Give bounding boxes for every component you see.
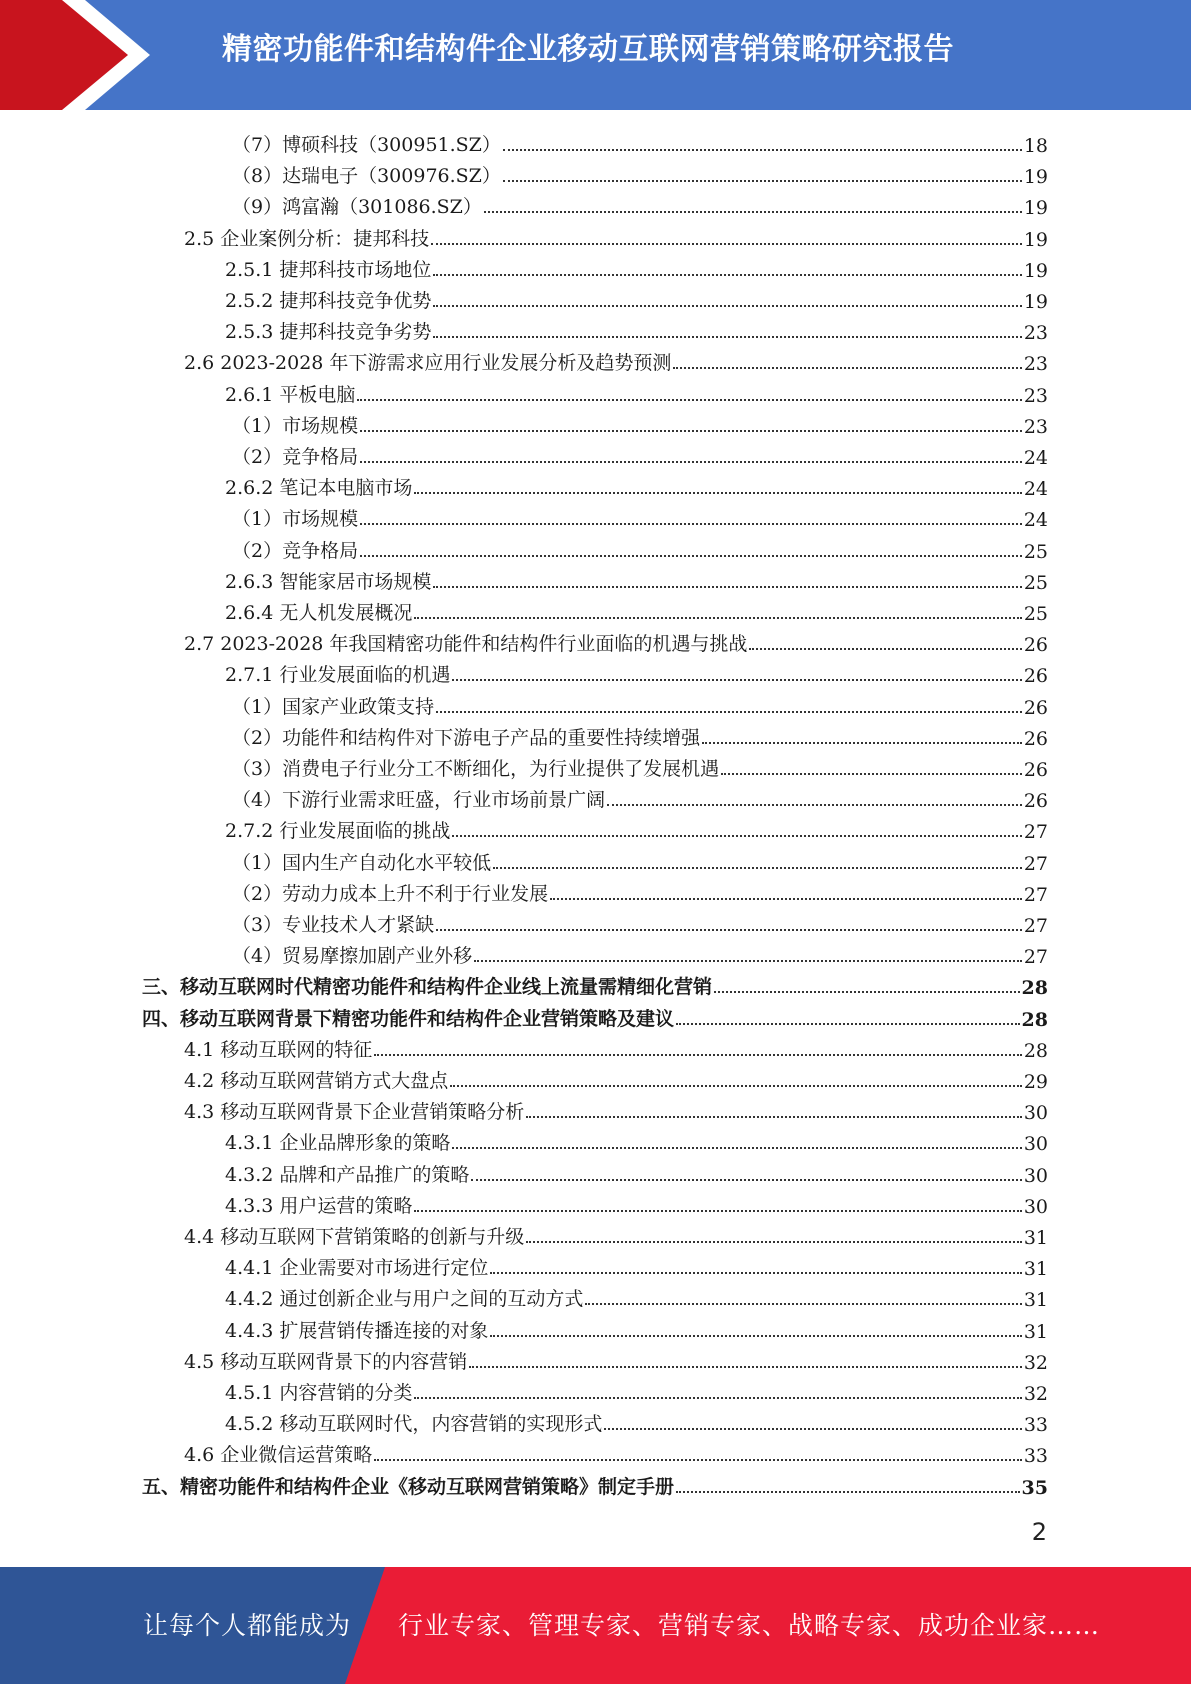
toc-entry-page: 32 [1023,1351,1048,1374]
toc-entry-label: 4.3.2 品牌和产品推广的策略 [225,1163,470,1186]
toc-dot-leader [360,554,1022,557]
toc-dot-leader [714,990,1020,993]
toc-dot-leader [550,897,1022,900]
toc-entry[interactable] [142,1000,1048,1031]
toc-entry-page: 33 [1023,1445,1048,1468]
toc-entry-page: 26 [1023,727,1048,750]
toc-entry-page: 26 [1023,759,1048,781]
toc-entry-page: 28 [1021,1008,1048,1031]
toc-entry-page: 26 [1023,790,1048,813]
toc-entry-label: （1）市场规模 [232,508,359,531]
toc-entry-page: 19 [1023,197,1048,220]
toc-dot-leader [433,304,1021,307]
toc-entry-page: 19 [1023,228,1048,251]
toc-entry-label: 4.4.1 企业需要对市场进行定位 [225,1257,489,1280]
toc-entry-label: 4.4.2 通过创新企业与用户之间的互动方式 [225,1288,584,1311]
toc-dot-leader [503,148,1022,151]
toc-dot-leader [374,1458,1022,1461]
toc-entry[interactable] [142,1468,1048,1499]
toc-entry-page: 23 [1023,353,1048,376]
toc-entry[interactable] [184,1093,1048,1124]
toc-dot-leader [360,522,1022,525]
toc-entry[interactable] [232,937,1048,968]
toc-dot-leader [414,1209,1021,1212]
toc-entry-label: 4.5.2 移动互联网时代，内容营销的实现形式 [225,1413,603,1436]
toc-entry-label: 4.6 企业微信运营策略 [184,1444,373,1467]
toc-entry-page: 25 [1023,603,1048,625]
toc-entry[interactable] [225,812,1048,843]
toc-entry[interactable] [184,220,1048,251]
toc-dot-leader [673,366,1021,369]
toc-dot-leader [433,335,1021,338]
toc-dot-leader [433,585,1021,588]
toc-entry[interactable] [225,563,1048,594]
toc-dot-leader [474,959,1022,962]
toc-dot-leader [469,1365,1022,1368]
toc-dot-leader [526,1240,1022,1243]
toc-entry-page: 27 [1023,821,1048,844]
toc-entry-page: 24 [1023,478,1048,501]
toc-dot-leader [414,616,1021,619]
toc-entry[interactable] [232,532,1048,563]
toc-entry[interactable] [142,968,1048,999]
toc-entry-page: 31 [1023,1258,1048,1281]
toc-entry-page: 24 [1023,447,1048,469]
toc-entry-page: 25 [1023,540,1048,563]
toc-entry[interactable] [232,719,1048,750]
toc-entry-page: 31 [1023,1227,1048,1249]
toc-entry-page: 28 [1023,1039,1048,1062]
toc-entry[interactable] [232,407,1048,438]
toc-entry[interactable] [225,282,1048,313]
toc-entry-label: （4）贸易摩擦加剧产业外移 [232,945,473,968]
toc-entry-page: 30 [1023,1133,1048,1156]
toc-entry-label: （2）竞争格局 [232,446,359,468]
toc-entry-label: 4.4 移动互联网下营销策略的创新与升级 [184,1226,525,1248]
toc-entry-label: （7）博硕科技（300951.SZ） [232,134,501,156]
toc-dot-leader [484,210,1022,213]
toc-entry-page: 33 [1023,1414,1048,1437]
toc-dot-leader [374,1053,1022,1056]
toc-entry[interactable] [232,438,1048,469]
toc-entry-label: 4.2 移动互联网营销方式大盘点 [184,1070,449,1092]
toc-entry-label: 2.7 2023-2028 年我国精密功能件和结构件行业面临的机遇与挑战 [184,633,748,656]
toc-entry-page: 19 [1023,259,1048,282]
toc-entry-page: 32 [1023,1383,1048,1405]
toc-dot-leader [585,1302,1021,1305]
toc-entry-page: 31 [1023,1289,1048,1312]
toc-entry-label: （2）竞争格局 [232,539,359,562]
toc-entry[interactable] [232,126,1048,157]
toc-dot-leader [676,1022,1020,1025]
toc-entry[interactable] [225,1312,1048,1343]
toc-entry-label: 四、移动互联网背景下精密功能件和结构件企业营销策略及建议 [142,1007,675,1030]
toc-dot-leader [749,647,1021,650]
toc-entry-page: 35 [1021,1476,1048,1499]
toc-entry-page: 27 [1023,915,1048,937]
toc-entry[interactable] [232,188,1048,219]
toc-entry-label: 五、精密功能件和结构件企业《移动互联网营销策略》制定手册 [142,1475,675,1498]
toc-entry[interactable] [225,1124,1048,1155]
toc-dot-leader [604,1427,1021,1430]
toc-entry-page: 26 [1023,665,1048,688]
toc-entry-label: 三、移动互联网时代精密功能件和结构件企业线上流量需精细化营销 [142,976,713,999]
toc-entry[interactable] [184,1343,1048,1374]
toc-dot-leader [721,772,1022,775]
toc-dot-leader [490,1271,1021,1274]
toc-entry-label: （1）市场规模 [232,414,359,437]
toc-entry[interactable] [232,781,1048,812]
toc-entry-page: 28 [1021,977,1048,1000]
toc-entry[interactable] [184,1218,1048,1249]
toc-dot-leader [493,866,1022,869]
toc-entry-page: 26 [1023,634,1048,657]
toc-entry-label: 4.3.1 企业品牌形象的策略 [225,1132,451,1155]
toc-entry-label: 2.5.2 捷邦科技竞争优势 [225,290,432,312]
page-header [0,0,1191,110]
toc-entry-page: 25 [1023,571,1048,594]
toc-entry-page: 23 [1023,322,1048,345]
toc-dot-leader [436,928,1022,931]
toc-entry-label: 2.7.1 行业发展面临的机遇 [225,664,451,687]
toc-entry-page: 24 [1023,509,1048,532]
toc-entry-label: 2.6.2 笔记本电脑市场 [225,477,413,500]
toc-entry-label: （9）鸿富瀚（301086.SZ） [232,196,482,219]
toc-entry-page: 19 [1023,291,1048,313]
toc-entry-label: 4.3 移动互联网背景下企业营销策略分析 [184,1101,525,1124]
toc-dot-leader [452,834,1021,837]
toc-entry[interactable] [225,469,1048,500]
toc-entry-label: 2.5.1 捷邦科技市场地位 [225,258,432,281]
toc-entry[interactable] [232,688,1048,719]
toc-dot-leader [452,1146,1021,1149]
toc-dot-leader [360,460,1022,463]
toc-entry-label: （8）达瑞电子（300976.SZ） [232,165,501,188]
toc-entry-label: （1）国家产业政策支持 [232,695,435,718]
toc-entry-label: 4.1 移动互联网的特征 [184,1038,373,1061]
toc-dot-leader [490,1334,1021,1337]
toc-dot-leader [433,273,1021,276]
page-footer [0,1567,1191,1684]
toc-entry-label: 2.6.1 平板电脑 [225,383,356,406]
toc-entry[interactable] [232,500,1048,531]
toc-entry-label: （3）专业技术人才紧缺 [232,914,435,936]
toc-entry[interactable] [225,1249,1048,1280]
toc-entry[interactable] [232,875,1048,906]
toc-entry-page: 30 [1023,1195,1048,1218]
toc-entry-page: 27 [1023,883,1048,906]
toc-entry[interactable] [184,1031,1048,1062]
toc-entry[interactable] [232,157,1048,188]
toc-entry-label: 4.4.3 扩展营销传播连接的对象 [225,1319,489,1342]
toc-dot-leader [431,242,1022,245]
toc-dot-leader [357,398,1021,401]
toc-entry-label: （2）功能件和结构件对下游电子产品的重要性持续增强 [232,726,701,749]
toc-entry-label: 4.3.3 用户运营的策略 [225,1194,413,1217]
toc-entry[interactable] [184,625,1048,656]
toc-entry-label: 2.5.3 捷邦科技竞争劣势 [225,321,432,344]
toc-entry[interactable] [225,656,1048,687]
toc-entry[interactable] [232,844,1048,875]
toc-entry[interactable] [225,1156,1048,1187]
toc-entry[interactable] [225,1187,1048,1218]
toc-entry-label: （2）劳动力成本上升不利于行业发展 [232,882,549,905]
toc-entry[interactable] [232,906,1048,937]
toc-entry[interactable] [225,1280,1048,1311]
toc-dot-leader [676,1490,1020,1493]
toc-entry-label: （4）下游行业需求旺盛，行业市场前景广阔 [232,789,606,812]
toc-dot-leader [360,429,1022,432]
toc-entry[interactable] [225,1374,1048,1405]
toc-entry[interactable] [225,251,1048,282]
toc-entry-page: 30 [1023,1102,1048,1125]
toc-entry-label: 2.6 2023-2028 年下游需求应用行业发展分析及趋势预测 [184,352,672,375]
toc-entry-page: 23 [1023,415,1048,438]
toc-entry-label: 2.6.4 无人机发展概况 [225,602,413,624]
toc-entry-label: 2.6.3 智能家居市场规模 [225,570,432,593]
toc-entry-page: 27 [1023,946,1048,969]
toc-entry[interactable] [184,344,1048,375]
toc-dot-leader [452,678,1021,681]
toc-entry-page: 18 [1023,135,1048,157]
toc-entry-label: （1）国内生产自动化水平较低 [232,851,492,874]
toc-entry[interactable] [184,1436,1048,1467]
toc-dot-leader [414,491,1021,494]
toc-entry-page: 27 [1023,852,1048,875]
toc-entry[interactable] [225,594,1048,625]
toc-entry-page: 30 [1023,1164,1048,1187]
footer-slogan-left: 让每个人都能成为 [143,1611,352,1640]
footer-slogan-right: 行业专家、管理专家、营销专家、战略专家、成功企业家…… [398,1611,1101,1640]
toc-entry-label: 2.5 企业案例分析：捷邦科技 [184,227,430,250]
toc-entry-page: 31 [1023,1320,1048,1343]
toc-entry[interactable] [184,1062,1048,1093]
toc-entry-page: 29 [1023,1071,1048,1093]
toc-entry[interactable] [225,376,1048,407]
toc-entry[interactable] [225,313,1048,344]
toc-entry-page: 19 [1023,166,1048,189]
header-title: 精密功能件和结构件企业移动互联网营销策略研究报告 [222,32,954,67]
toc-entry-label: 4.5 移动互联网背景下的内容营销 [184,1350,468,1373]
toc-dot-leader [607,803,1022,806]
toc-entry-label: 4.5.1 内容营销的分类 [225,1382,413,1404]
toc-entry-label: 2.7.2 行业发展面临的挑战 [225,820,451,843]
page-number: 2 [1031,1518,1047,1546]
toc-dot-leader [503,179,1022,182]
toc-entry[interactable] [225,1405,1048,1436]
toc-entry-page: 26 [1023,696,1048,719]
toc-dot-leader [450,1084,1022,1087]
toc-dot-leader [702,741,1022,744]
toc-dot-leader [414,1396,1021,1399]
toc-entry-page: 23 [1023,384,1048,407]
toc-entry-label: （3）消费电子行业分工不断细化，为行业提供了发展机遇 [232,758,720,780]
toc-dot-leader [471,1178,1021,1181]
toc-dot-leader [436,710,1022,713]
toc-entry[interactable] [232,750,1048,781]
toc-dot-leader [526,1115,1022,1118]
